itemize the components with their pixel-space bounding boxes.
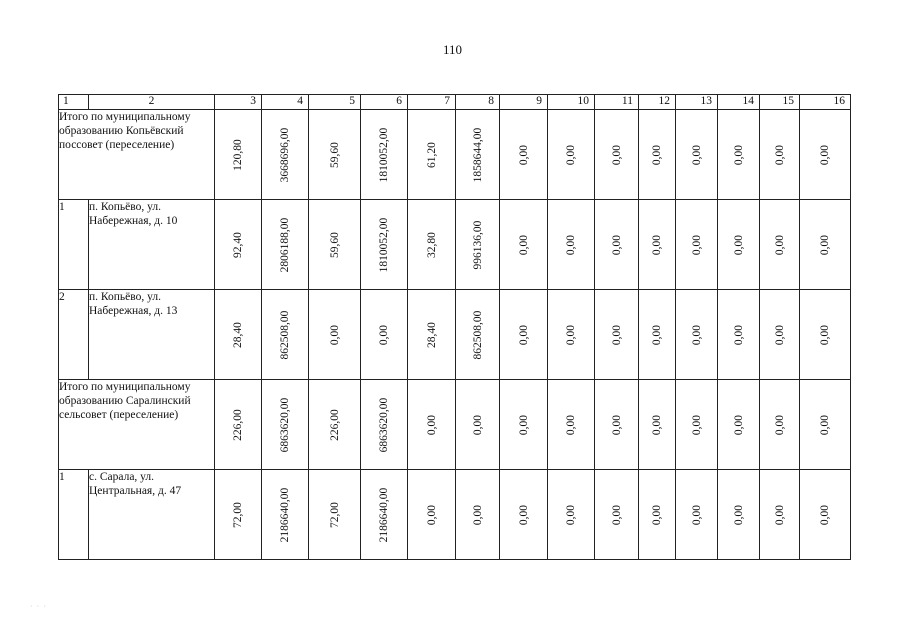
value-text: 59,60 (328, 231, 341, 258)
value-cell-col-10 (548, 110, 595, 200)
value-cell-col-4 (262, 290, 309, 380)
value-text: 0,00 (732, 324, 745, 345)
value-cell-col-12 (639, 470, 676, 560)
value-cell-col-3 (215, 290, 262, 380)
column-header-row (59, 95, 851, 110)
value-cell-col-10 (548, 470, 595, 560)
row-number: 2 (59, 290, 89, 380)
value-cell-col-12 (639, 110, 676, 200)
value-text: 1858644,00 (471, 127, 484, 182)
value-cell-col-6 (361, 380, 408, 470)
value-cell-col-3 (215, 110, 262, 200)
value-text: 0,00 (610, 504, 623, 525)
value-text: 0,00 (517, 504, 530, 525)
value-text: 28,40 (232, 321, 244, 348)
value-cell-col-12 (639, 200, 676, 290)
value-cell-col-12 (639, 290, 676, 380)
value-cell-col-8 (456, 470, 500, 560)
address-cell: п. Копьёво, ул. Набережная, д. 13 (89, 290, 215, 380)
value-text: 3668696,00 (279, 127, 291, 182)
column-header-9: 9 (500, 95, 548, 110)
value-text: 0,00 (651, 234, 663, 255)
value-text: 0,00 (690, 234, 703, 255)
value-cell-col-5 (309, 380, 361, 470)
value-text: 0,00 (773, 504, 786, 525)
value-cell-col-16 (800, 470, 851, 560)
value-cell-col-8 (456, 290, 500, 380)
value-text: 862508,00 (471, 310, 484, 359)
value-text: 2186640,00 (378, 487, 390, 542)
value-cell-col-11 (595, 380, 639, 470)
value-cell-col-8 (456, 110, 500, 200)
value-text: 0,00 (773, 234, 786, 255)
value-cell-col-13 (676, 380, 718, 470)
value-text: 0,00 (732, 234, 745, 255)
value-text: 2806188,00 (279, 217, 291, 272)
column-header-16: 16 (800, 95, 851, 110)
value-text: 0,00 (732, 414, 745, 435)
value-text: 0,00 (690, 144, 703, 165)
value-text: 0,00 (517, 234, 530, 255)
value-cell-col-6 (361, 200, 408, 290)
value-text: 0,00 (690, 504, 703, 525)
value-cell-col-10 (548, 380, 595, 470)
value-cell-col-7 (408, 110, 456, 200)
value-cell-col-5 (309, 290, 361, 380)
value-text: 28,40 (425, 321, 438, 348)
value-text: 92,40 (232, 231, 244, 258)
column-header-7: 7 (408, 95, 456, 110)
value-cell-col-5 (309, 200, 361, 290)
total-row (59, 110, 851, 200)
value-text: 120,80 (232, 138, 244, 171)
value-cell-col-12 (639, 380, 676, 470)
column-header-1: 1 (59, 95, 89, 110)
value-text: 0,00 (425, 414, 438, 435)
value-text: 0,00 (690, 324, 703, 345)
scan-artifact: · · · (30, 602, 47, 611)
value-cell-col-13 (676, 470, 718, 560)
column-header-11: 11 (595, 95, 639, 110)
value-cell-col-4 (262, 380, 309, 470)
column-header-3: 3 (215, 95, 262, 110)
value-text: 862508,00 (279, 310, 291, 359)
value-text: 6863620,00 (378, 397, 390, 452)
value-cell-col-4 (262, 110, 309, 200)
row-number: 1 (59, 200, 89, 290)
value-cell-col-13 (676, 290, 718, 380)
value-text: 0,00 (610, 414, 623, 435)
value-cell-col-9 (500, 290, 548, 380)
value-cell-col-14 (718, 380, 760, 470)
value-cell-col-9 (500, 380, 548, 470)
value-cell-col-4 (262, 200, 309, 290)
value-text: 0,00 (732, 504, 745, 525)
value-text: 0,00 (565, 324, 577, 345)
value-text: 0,00 (819, 234, 831, 255)
value-cell-col-3 (215, 380, 262, 470)
value-text: 0,00 (610, 144, 623, 165)
value-text: 0,00 (517, 144, 530, 165)
table-body (59, 110, 851, 560)
value-cell-col-7 (408, 290, 456, 380)
value-cell-col-5 (309, 110, 361, 200)
value-cell-col-3 (215, 200, 262, 290)
column-header-8: 8 (456, 95, 500, 110)
value-cell-col-10 (548, 200, 595, 290)
report-table (58, 94, 851, 560)
address-cell: с. Сарала, ул. Центральная, д. 47 (89, 470, 215, 560)
column-header-5: 5 (309, 95, 361, 110)
value-text: 226,00 (328, 408, 341, 441)
value-cell-col-14 (718, 290, 760, 380)
column-header-6: 6 (361, 95, 408, 110)
value-text: 72,00 (232, 501, 244, 528)
value-text: 0,00 (328, 324, 341, 345)
row-number: 1 (59, 470, 89, 560)
value-text: 0,00 (819, 504, 831, 525)
value-cell-col-13 (676, 200, 718, 290)
column-header-2: 2 (89, 95, 215, 110)
value-cell-col-8 (456, 200, 500, 290)
value-text: 0,00 (651, 324, 663, 345)
value-cell-col-9 (500, 200, 548, 290)
value-text: 0,00 (471, 414, 484, 435)
column-header-12: 12 (639, 95, 676, 110)
value-text: 0,00 (517, 324, 530, 345)
value-text: 996136,00 (471, 220, 484, 269)
value-cell-col-7 (408, 470, 456, 560)
value-cell-col-7 (408, 380, 456, 470)
value-text: 0,00 (517, 414, 530, 435)
value-text: 0,00 (565, 144, 577, 165)
value-cell-col-15 (760, 290, 800, 380)
value-text: 0,00 (651, 504, 663, 525)
value-text: 0,00 (471, 504, 484, 525)
address-cell: п. Копьёво, ул. Набережная, д. 10 (89, 200, 215, 290)
value-cell-col-15 (760, 110, 800, 200)
value-cell-col-4 (262, 470, 309, 560)
value-text: 0,00 (378, 324, 390, 345)
value-text: 0,00 (610, 234, 623, 255)
total-label: Итого по муниципальному образованию Саралинский сельсовет (переселение) (59, 380, 215, 470)
value-cell-col-6 (361, 470, 408, 560)
value-text: 1810052,00 (378, 217, 390, 272)
value-cell-col-8 (456, 380, 500, 470)
value-cell-col-11 (595, 110, 639, 200)
table-row (59, 200, 851, 290)
value-cell-col-16 (800, 290, 851, 380)
value-cell-col-9 (500, 110, 548, 200)
value-text: 2186640,00 (279, 487, 291, 542)
value-cell-col-6 (361, 110, 408, 200)
table-row (59, 290, 851, 380)
value-text: 0,00 (425, 504, 438, 525)
value-text: 0,00 (610, 324, 623, 345)
value-text: 0,00 (773, 324, 786, 345)
value-text: 0,00 (651, 414, 663, 435)
total-label: Итого по муниципальному образованию Копьёвский поссовет (переселение) (59, 110, 215, 200)
value-text: 0,00 (690, 414, 703, 435)
value-cell-col-7 (408, 200, 456, 290)
value-cell-col-16 (800, 380, 851, 470)
value-text: 0,00 (651, 144, 663, 165)
value-text: 226,00 (232, 408, 244, 441)
total-row (59, 380, 851, 470)
value-text: 0,00 (565, 504, 577, 525)
value-cell-col-3 (215, 470, 262, 560)
value-text: 59,60 (328, 141, 341, 168)
value-cell-col-5 (309, 470, 361, 560)
value-cell-col-14 (718, 200, 760, 290)
column-header-15: 15 (760, 95, 800, 110)
value-cell-col-11 (595, 290, 639, 380)
value-text: 61,20 (425, 141, 438, 168)
value-text: 0,00 (819, 414, 831, 435)
value-cell-col-16 (800, 110, 851, 200)
value-text: 0,00 (773, 414, 786, 435)
value-cell-col-11 (595, 200, 639, 290)
value-text: 0,00 (819, 144, 831, 165)
value-cell-col-10 (548, 290, 595, 380)
column-header-10: 10 (548, 95, 595, 110)
value-cell-col-15 (760, 380, 800, 470)
value-text: 0,00 (565, 234, 577, 255)
value-cell-col-14 (718, 470, 760, 560)
column-header-13: 13 (676, 95, 718, 110)
column-header-4: 4 (262, 95, 309, 110)
value-cell-col-15 (760, 470, 800, 560)
value-text: 0,00 (732, 144, 745, 165)
value-text: 0,00 (819, 324, 831, 345)
value-text: 0,00 (773, 144, 786, 165)
value-cell-col-16 (800, 200, 851, 290)
value-text: 72,00 (328, 501, 341, 528)
value-text: 0,00 (565, 414, 577, 435)
value-cell-col-15 (760, 200, 800, 290)
column-header-14: 14 (718, 95, 760, 110)
table-row (59, 470, 851, 560)
value-cell-col-13 (676, 110, 718, 200)
value-cell-col-14 (718, 110, 760, 200)
value-text: 1810052,00 (378, 127, 390, 182)
value-cell-col-6 (361, 290, 408, 380)
value-text: 6863620,00 (279, 397, 291, 452)
value-cell-col-11 (595, 470, 639, 560)
value-cell-col-9 (500, 470, 548, 560)
value-text: 32,80 (425, 231, 438, 258)
page-number: 110 (442, 42, 463, 57)
